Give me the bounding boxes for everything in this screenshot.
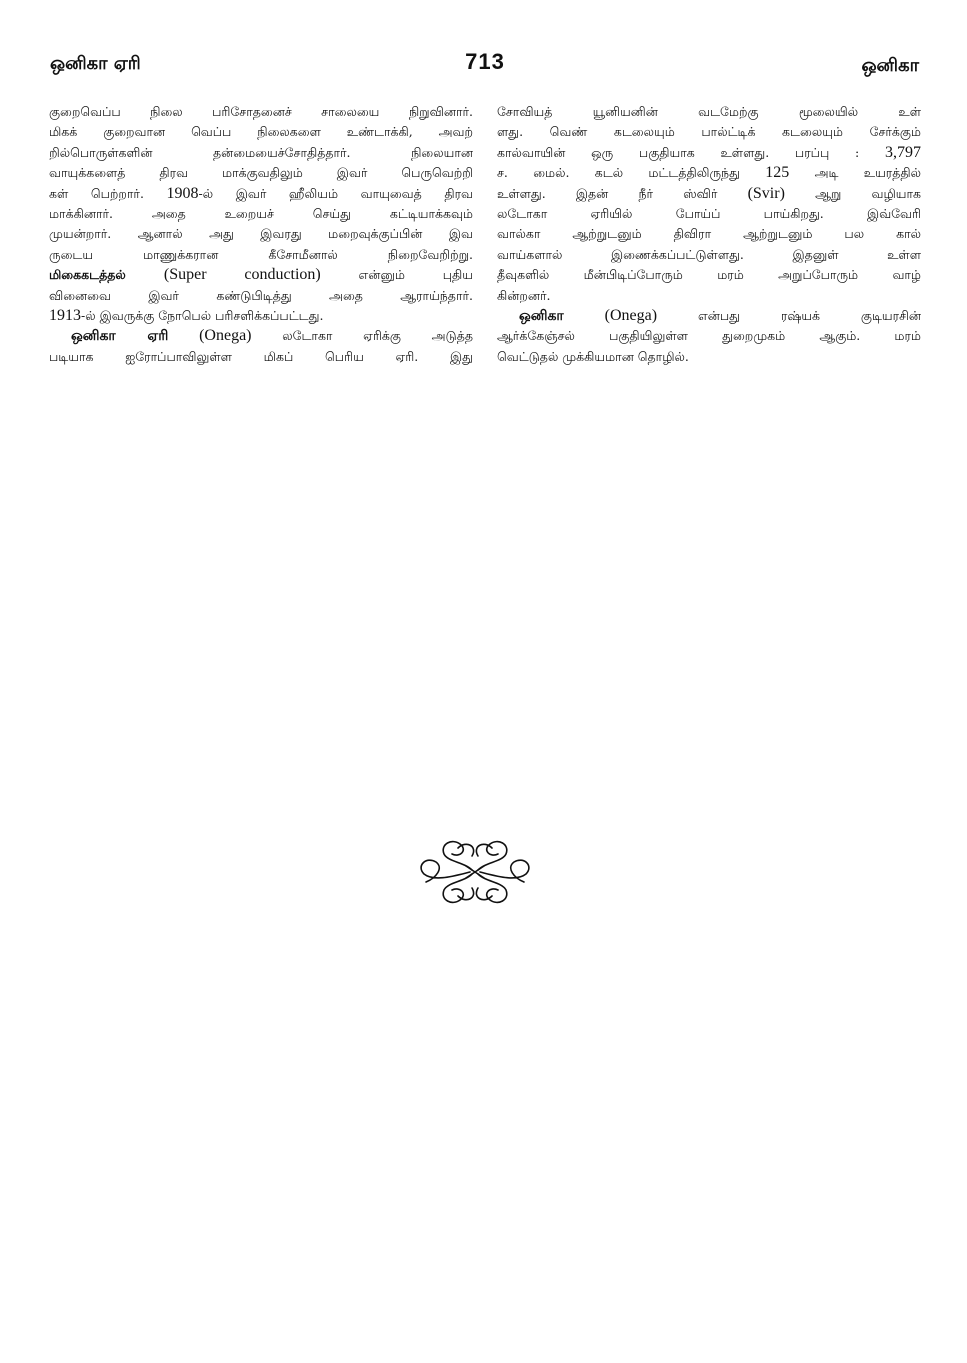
page-header bbox=[0, 49, 967, 82]
entry-onega-lake-line-2: படியாக ஐரோப்பாவிலுள்ள மிகப் பெரிய ஏரி. இது bbox=[49, 348, 473, 364]
area-value: 3,797 bbox=[885, 143, 921, 161]
entry-onega-town-line-3: வெட்டுதல் முக்கியமான தொழில். bbox=[497, 348, 689, 364]
end-of-section-flourish-icon bbox=[414, 832, 536, 912]
left-line-2: மிகக் குறைவான வெப்ப நிலைகளை உண்டாக்கி, அவற் bbox=[49, 124, 473, 140]
headword-onega-lake: ஒனிகா ஏரி bbox=[71, 328, 169, 345]
entry-onega-town-line-2: ஆர்க்கேஞ்சல் பகுதியிலுள்ள துறைமுகம் ஆகும். மரம் bbox=[497, 328, 921, 344]
right-line-9: தீவுகளில் மீன்பிடிப்போரும் மரம் அறுப்போரும் வாழ் bbox=[497, 267, 921, 283]
right-line-8: வாய்களால் இணைக்கப்பட்டுள்ளது. இதனுள் உள்ள bbox=[497, 246, 921, 262]
right-line-3 bbox=[497, 143, 921, 163]
entry-onega-town-first-line bbox=[497, 306, 921, 326]
right-line-5-text-b: ஆறு வழியாக bbox=[784, 185, 921, 201]
right-line-5-text-a: உள்ளது. இதன் நீர் ஸ்விர் bbox=[497, 185, 748, 201]
entry-onega-lake-first-line bbox=[49, 326, 473, 346]
left-line-10: வினைவை இவர் கண்டுபிடித்து அதை ஆராய்ந்தார். bbox=[49, 287, 473, 303]
left-line-3: றில்பொருள்களின் தன்மையைச்சோதித்தார். நிலையான bbox=[49, 144, 473, 160]
flourish-bottom-right bbox=[478, 874, 507, 902]
left-line-8: ருடைய மாணுக்கரான கீசோமீனால் நிறைவேறிற்று. bbox=[49, 246, 473, 262]
right-line-10: கின்றனர். bbox=[497, 287, 551, 303]
left-line-7: முயன்றார். ஆனால் அது இவரது மறைவுக்குப்பின் இவ bbox=[49, 226, 473, 242]
flourish-right-loop bbox=[480, 860, 529, 882]
height-value: 125 bbox=[765, 164, 790, 182]
left-line-11-text: -ல் இவருக்கு நோபெல் பரிசளிக்கப்பட்டது. bbox=[81, 308, 324, 324]
right-line-1: சோவியத் யூனியனின் வடமேற்கு மூலையில் உள் bbox=[497, 104, 921, 119]
left-line-5-text-b: -ல் இவர் ஹீலியம் வாயுவைத் திரவ bbox=[198, 185, 473, 201]
year-1913: 1913 bbox=[49, 307, 81, 325]
left-column bbox=[49, 102, 473, 367]
left-line-11 bbox=[49, 306, 473, 326]
right-line-7: வால்கா ஆற்றுடனும் திவிரா ஆற்றுடனும் பல கால் bbox=[497, 226, 921, 242]
right-line-6: லடோகா ஏரியில் போய்ப் பாய்கிறது. இவ்வேரி bbox=[497, 206, 921, 222]
left-line-5 bbox=[49, 184, 473, 204]
left-line-4: வாயுக்களைத் திரவ மாக்குவதிலும் இவர் பெருவெற்றி bbox=[49, 165, 473, 181]
left-line-9-text: என்னும் புதிய bbox=[320, 267, 473, 283]
entry-onega-town-text-1: என்பது ரஷ்யக் குடியரசின் bbox=[657, 308, 921, 324]
right-line-3-text: கால்வாயின் ஒரு பகுதியாக உள்ளது. பரப்பு : bbox=[497, 144, 885, 160]
flourish-top-left bbox=[443, 842, 472, 870]
right-line-4-text-b: அடி உயரத்தில் bbox=[789, 165, 921, 181]
right-line-4-text-a: ச. மைல். கடல் மட்டத்திலிருந்து bbox=[497, 165, 766, 181]
right-line-2: ளது. வெண் கடலையும் பால்ட்டிக் கடலையும் சேர்க்கும் bbox=[497, 124, 921, 140]
latin-onega-town: (Onega) bbox=[563, 307, 658, 325]
flourish-bottom-left bbox=[443, 874, 472, 902]
latin-onega-lake: (Onega) bbox=[168, 327, 252, 345]
left-line-5-text-a: கள் பெற்றார். bbox=[49, 185, 167, 201]
latin-svir: (Svir) bbox=[747, 184, 785, 202]
term-super-conduction: மிகைகடத்தல் bbox=[49, 267, 164, 283]
page-number: 713 bbox=[465, 49, 505, 74]
right-column bbox=[497, 102, 921, 367]
left-line-1: குறைவெப்ப நிலை பரிசோதனைச் சாலையை நிறுவினார். bbox=[49, 104, 473, 119]
latin-super-conduction: (Super conduction) bbox=[163, 266, 321, 284]
right-line-4 bbox=[497, 163, 921, 183]
year-1908: 1908 bbox=[166, 184, 199, 202]
right-line-5 bbox=[497, 184, 921, 204]
entry-onega-lake-text-1: லடோகா ஏரிக்கு அடுத்த bbox=[251, 328, 473, 344]
headword-onega-town: ஒனிகா bbox=[519, 308, 564, 325]
left-line-6: மாக்கினார். அதை உறையச் செய்து கட்டியாக்கவும் bbox=[49, 206, 473, 222]
running-head-right: ஒனிகா bbox=[861, 55, 919, 76]
flourish-left-loop bbox=[421, 860, 470, 882]
left-line-9 bbox=[49, 265, 473, 285]
flourish-top-right bbox=[478, 842, 507, 870]
running-head-left: ஒனிகா ஏரி bbox=[50, 53, 141, 74]
